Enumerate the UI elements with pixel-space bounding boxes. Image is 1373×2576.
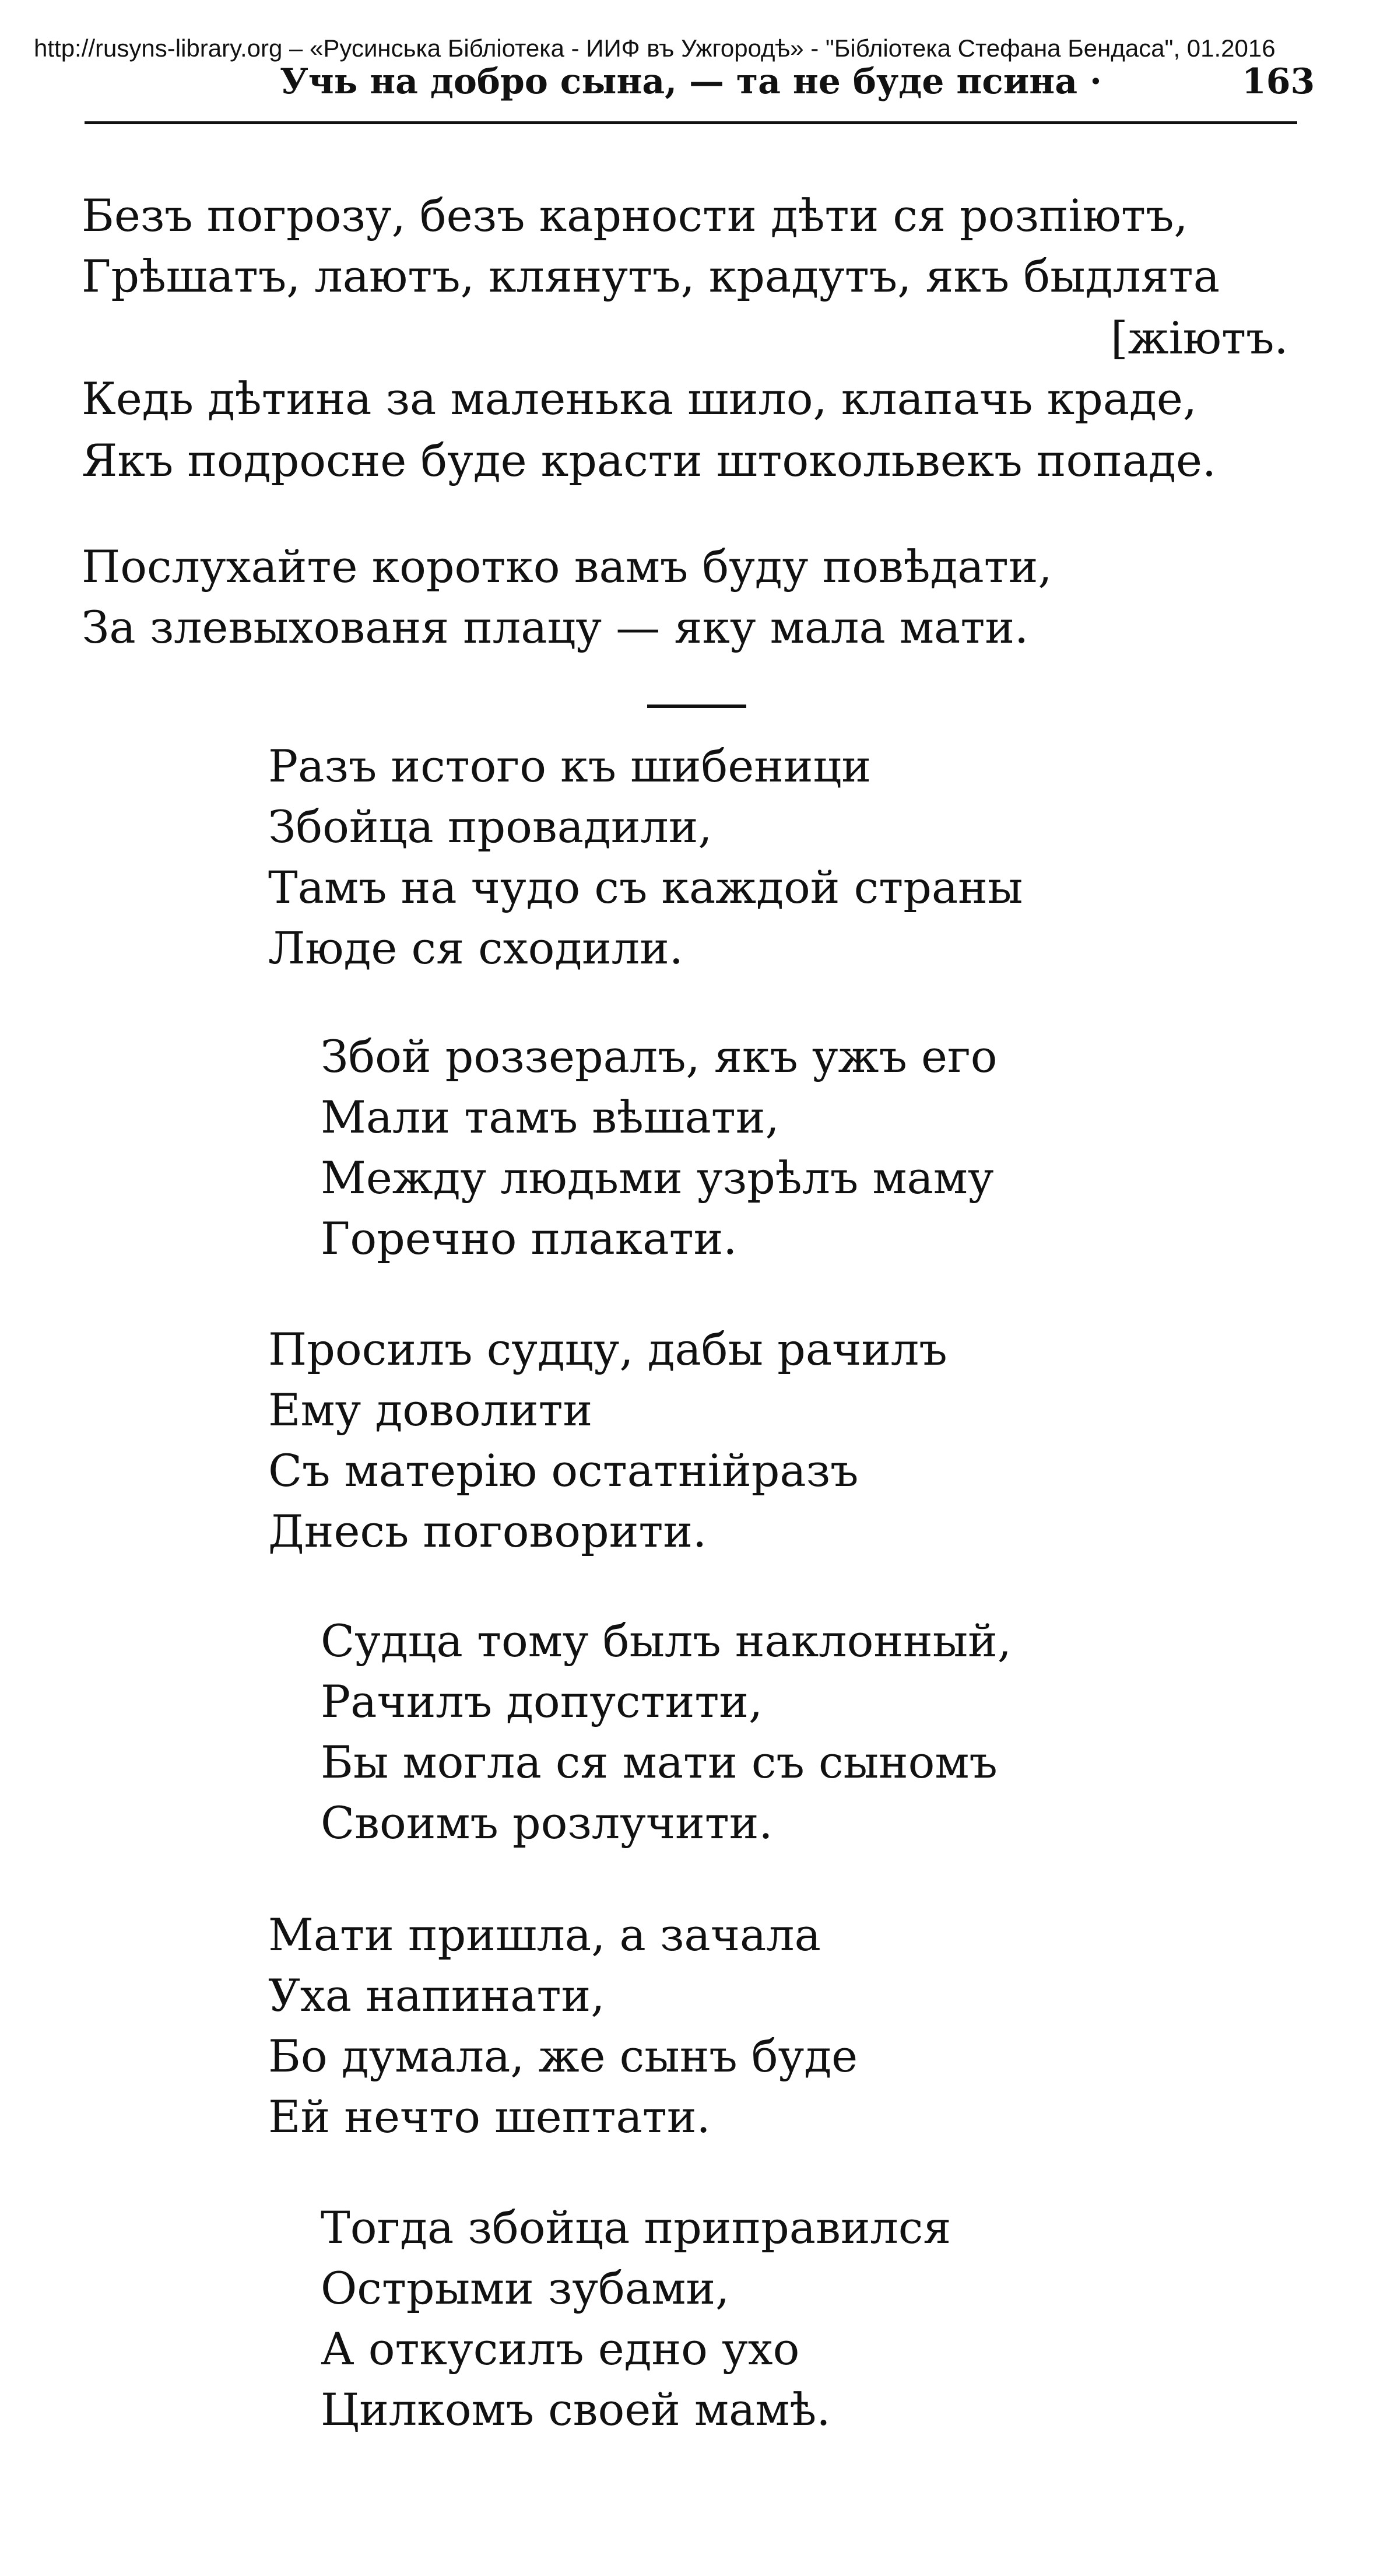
poem-line: Люде ся сходили.: [268, 922, 683, 974]
poem-line: Уха напинати,: [268, 1969, 605, 2021]
poem-line: Съ матерію остатнійразъ: [268, 1445, 859, 1496]
running-head: Учь на добро сына, — та не буде псина ·: [280, 61, 1102, 102]
poem-line: Разъ истого къ шибеници: [268, 740, 872, 792]
poem-line: Тамъ на чудо съ каждой страны: [268, 861, 1023, 913]
intro-line: [жіютъ.: [1111, 312, 1288, 364]
poem-line: А откусилъ едно ухо: [321, 2323, 800, 2375]
poem-line: Между людьми узрѣлъ маму: [321, 1152, 994, 1204]
poem-line: Днесь поговорити.: [268, 1505, 707, 1557]
section-separator: [647, 705, 746, 708]
poem-line: Тогда збойца приправился: [321, 2202, 951, 2253]
poem-line: Ему доволити: [268, 1384, 593, 1436]
poem-line: Острыми зубами,: [321, 2262, 730, 2314]
source-url-line: http://rusyns-library.org – «Русинська Бібліотека - ИИФ въ Ужгородѣ» - "Бібліотека Стефана Бендаса", 01.2016: [34, 34, 1276, 62]
poem-line: Цилкомъ своей мамѣ.: [321, 2384, 831, 2435]
poem-line: Збой роззералъ, якъ ужъ его: [321, 1031, 998, 1082]
poem-line: Горечно плакати.: [321, 1212, 738, 1264]
intro-line: За злевыхованя плацу — яку мала мати.: [82, 601, 1029, 653]
intro-line: Якъ подросне буде красти штокольвекъ попаде.: [82, 434, 1217, 486]
poem-line: Своимъ розлучити.: [321, 1797, 773, 1849]
poem-line: Мати пришла, а зачала: [268, 1909, 821, 1961]
intro-line: Безъ погрозу, безъ карности дѣти ся розпіютъ,: [82, 190, 1188, 241]
poem-line: Бы могла ся мати съ сыномъ: [321, 1736, 998, 1788]
intro-line: Послухайте коротко вамъ буду повѣдати,: [82, 541, 1052, 593]
header-rule: [85, 121, 1297, 124]
poem-line: Мали тамъ вѣшати,: [321, 1091, 779, 1143]
poem-line: Ей нечто шептати.: [268, 2091, 711, 2143]
poem-line: Збойца провадили,: [268, 801, 712, 853]
page-number: 163: [1242, 61, 1315, 102]
intro-line: Кедь дѣтина за маленька шило, клапачь краде,: [82, 373, 1198, 425]
poem-line: Судца тому былъ наклонный,: [321, 1615, 1012, 1667]
poem-line: Просилъ судцу, дабы рачилъ: [268, 1323, 947, 1375]
intro-line: Грѣшатъ, лаютъ, клянутъ, крадутъ, якъ быдлята: [82, 250, 1220, 302]
poem-line: Рачилъ допустити,: [321, 1676, 763, 1727]
poem-line: Бо думала, же сынъ буде: [268, 2030, 858, 2082]
